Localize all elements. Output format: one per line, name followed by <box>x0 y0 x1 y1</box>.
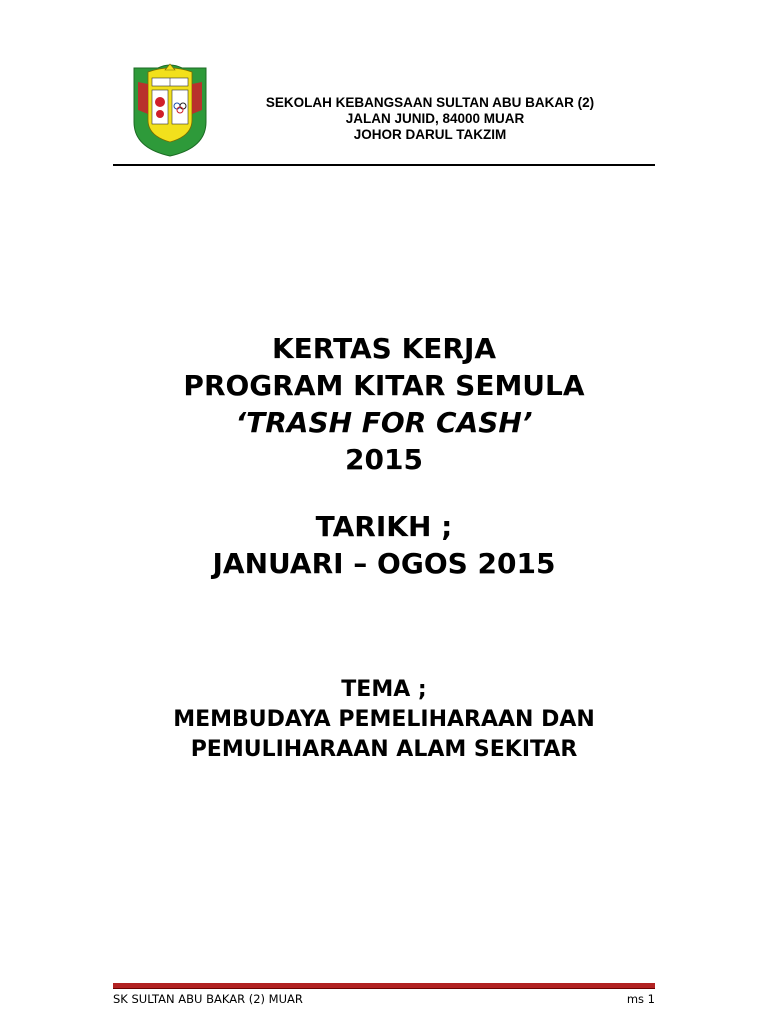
title-year: 2015 <box>345 443 423 476</box>
theme-section <box>0 675 768 765</box>
school-address <box>200 95 660 143</box>
theme-line-1: MEMBUDAYA PEMELIHARAAN DAN <box>173 707 595 732</box>
page-number: ms 1 <box>626 992 655 1006</box>
footer-school-name: SK SULTAN ABU BAKAR (2) MUAR <box>113 992 303 1006</box>
document-title <box>0 330 768 478</box>
date-section <box>0 508 768 582</box>
date-value: JANUARI – OGOS 2015 <box>212 547 556 580</box>
theme-label: TEMA ; <box>341 677 427 702</box>
header-divider <box>113 164 655 166</box>
title-line-3: ‘TRASH FOR CASH’ <box>235 406 533 439</box>
school-state: JOHOR DARUL TAKZIM <box>353 127 507 142</box>
date-label: TARIKH ; <box>315 510 453 543</box>
school-name: SEKOLAH KEBANGSAAN SULTAN ABU BAKAR (2) <box>265 95 595 110</box>
theme-line-2: PEMULIHARAAN ALAM SEKITAR <box>190 737 578 762</box>
footer-divider <box>113 983 655 989</box>
school-street: JALAN JUNID, 84000 MUAR <box>345 111 525 126</box>
title-line-2: PROGRAM KITAR SEMULA <box>183 369 585 402</box>
title-line-1: KERTAS KERJA <box>271 332 497 365</box>
